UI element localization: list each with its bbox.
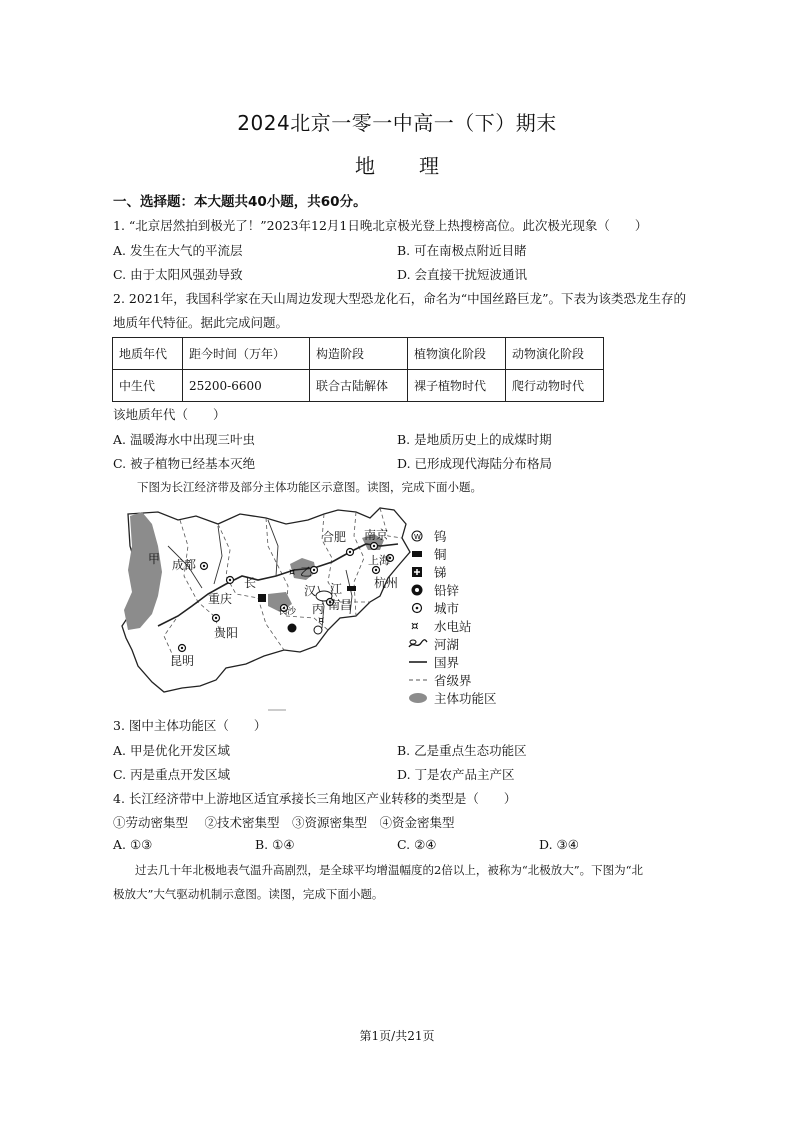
svg-text:W: W <box>414 533 421 541</box>
map-label-nanjing: 南京 <box>364 528 389 542</box>
q3-stem: 3. 图中主体功能区（ ） <box>113 718 267 733</box>
table-header-cell: 距今时间（万年） <box>183 338 310 370</box>
river-lake-icon <box>408 637 428 651</box>
q1-option-d: D. 会直接干扰短波通讯 <box>397 267 528 282</box>
legend-label: 省级界 <box>434 673 472 688</box>
q1-option-b: B. 可在南极点附近目睹 <box>397 243 527 258</box>
map-label-nanchang: 南昌 <box>328 598 353 612</box>
legend-label: 城市 <box>434 601 460 616</box>
legend-label: 铜 <box>434 547 447 562</box>
q3-option-a: A. 甲是优化开发区域 <box>113 743 230 758</box>
map-label-wuhan: 汉 <box>304 584 317 598</box>
legend-item <box>408 635 497 653</box>
legend-item <box>408 617 497 635</box>
map-label-chongqing: 重庆 <box>208 592 233 606</box>
tungsten-icon <box>408 529 428 543</box>
provincial-border-icon <box>408 673 428 687</box>
map-label-chengdu: 成都 <box>172 558 197 572</box>
legend-label: 国界 <box>434 655 460 670</box>
national-border-icon <box>408 655 428 669</box>
antimony-icon <box>258 594 266 602</box>
q4-option-a: A. ①③ <box>113 837 153 852</box>
svg-text:¤: ¤ <box>411 619 419 633</box>
q4-stem: 4. 长江经济带中上游地区适宜承接长三角地区产业转移的类型是（ ） <box>113 791 517 806</box>
q3-option-c: C. 丙是重点开发区域 <box>113 767 231 782</box>
legend-label: 主体功能区 <box>434 691 497 706</box>
q2-option-c: C. 被子植物已经基本灭绝 <box>113 456 256 471</box>
q1-stem: 1. “北京居然拍到极光了！”2023年12月1日晚北京极光登上热搜榜高位。此次极光现象（ ） <box>113 218 648 233</box>
map-label-jiang: 江 <box>330 582 343 596</box>
q2-stem-line1: 2. 2021年，我国科学家在天山周边发现大型恐龙化石，命名为“中国丝路巨龙”。下表为该类恐龙生存的 <box>113 291 686 306</box>
subject-title: 地理 <box>355 154 483 178</box>
q2-sub-stem: 该地质年代（ ） <box>113 407 226 422</box>
hydropower-icon: ¤ <box>289 567 296 578</box>
lead-zinc-icon <box>408 583 428 597</box>
table-cell: 25200-6600 <box>183 370 310 402</box>
q2-option-b: B. 是地质历史上的成煤时期 <box>397 432 552 447</box>
q4-option-d: D. ③④ <box>539 837 579 852</box>
page-number: 第1页/共21页 <box>359 1029 435 1043</box>
table-header-cell: 植物演化阶段 <box>408 338 506 370</box>
arctic-intro-line1: 过去几十年北极地表气温升高剧烈，是全球平均增温幅度的2倍以上，被称为“北极放大”。下图为“北 <box>135 863 643 877</box>
map-label-yi: 乙 <box>300 565 313 579</box>
q3-option-b: B. 乙是重点生态功能区 <box>397 743 527 758</box>
table-header-cell: 地质年代 <box>113 338 183 370</box>
table-cell: 爬行动物时代 <box>506 370 604 402</box>
legend-item <box>408 599 497 617</box>
q4-option-c: C. ②④ <box>397 837 437 852</box>
q3-option-d: D. 丁是农产品主产区 <box>397 767 515 782</box>
lead-zinc-icon <box>288 624 297 633</box>
map-label-hefei: 合肥 <box>322 530 347 544</box>
table-header-row <box>113 338 604 370</box>
legend-item <box>408 689 497 707</box>
tungsten-icon <box>314 626 322 634</box>
map-label-bing: 丙 <box>312 602 325 616</box>
zone-jia <box>124 512 162 630</box>
table-header-cell: 构造阶段 <box>310 338 408 370</box>
page-title: 2024北京一零一中高一（下）期末 <box>237 111 557 135</box>
hydropower-icon: ¤ <box>318 615 325 626</box>
function-zone-icon <box>408 691 428 705</box>
q2-option-d: D. 已形成现代海陆分布格局 <box>397 456 553 471</box>
map-label-jia: 甲 <box>148 552 161 566</box>
legend-item <box>408 527 497 545</box>
legend-label: 锑 <box>434 565 447 580</box>
q2-stem-line2: 地质年代特征。据此完成问题。 <box>113 315 289 330</box>
legend-item <box>408 581 497 599</box>
legend-item <box>408 563 497 581</box>
legend-label: 河湖 <box>434 637 460 652</box>
q2-option-a: A. 温暖海水中出现三叶虫 <box>113 432 255 447</box>
copper-icon <box>347 586 356 591</box>
map-label-shanghai: 上海 <box>368 554 390 567</box>
antimony-icon <box>408 565 428 579</box>
table-cell: 中生代 <box>113 370 183 402</box>
legend-item <box>408 653 497 671</box>
city-icon <box>408 601 428 615</box>
q4-items: ①劳动密集型 ②技术密集型 ③资源密集型 ④资金密集型 <box>113 815 455 830</box>
legend-item <box>408 671 497 689</box>
map-label-chang: 长 <box>244 576 257 590</box>
map-intro: 下图为长江经济带及部分主体功能区示意图。读图，完成下面小题。 <box>137 480 482 494</box>
map-legend <box>408 527 497 707</box>
map-label-hangzhou: 杭州 <box>374 576 399 590</box>
map-label-kunming: 昆明 <box>170 654 195 668</box>
table-cell: 联合古陆解体 <box>310 370 408 402</box>
table-cell: 裸子植物时代 <box>408 370 506 402</box>
legend-label: 钨 <box>434 529 447 544</box>
map-label-changsha: 长沙 <box>278 607 297 617</box>
q4-option-b: B. ①④ <box>255 837 295 852</box>
hydropower-icon <box>408 619 428 633</box>
table-row <box>113 370 604 402</box>
q1-option-a: A. 发生在大气的平流层 <box>113 243 243 258</box>
copper-icon <box>408 547 428 561</box>
section-heading: 一、选择题：本大题共40小题，共60分。 <box>113 194 367 210</box>
table-header-cell: 动物演化阶段 <box>506 338 604 370</box>
q1-option-c: C. 由于太阳风强劲导致 <box>113 267 243 282</box>
geologic-era-table <box>112 337 604 402</box>
legend-label: 水电站 <box>434 619 472 634</box>
legend-item <box>408 545 497 563</box>
arctic-intro-line2: 极放大”大气驱动机制示意图。读图，完成下面小题。 <box>113 887 384 901</box>
legend-label: 铅锌 <box>434 583 460 598</box>
map-label-guiyang: 贵阳 <box>214 626 239 640</box>
